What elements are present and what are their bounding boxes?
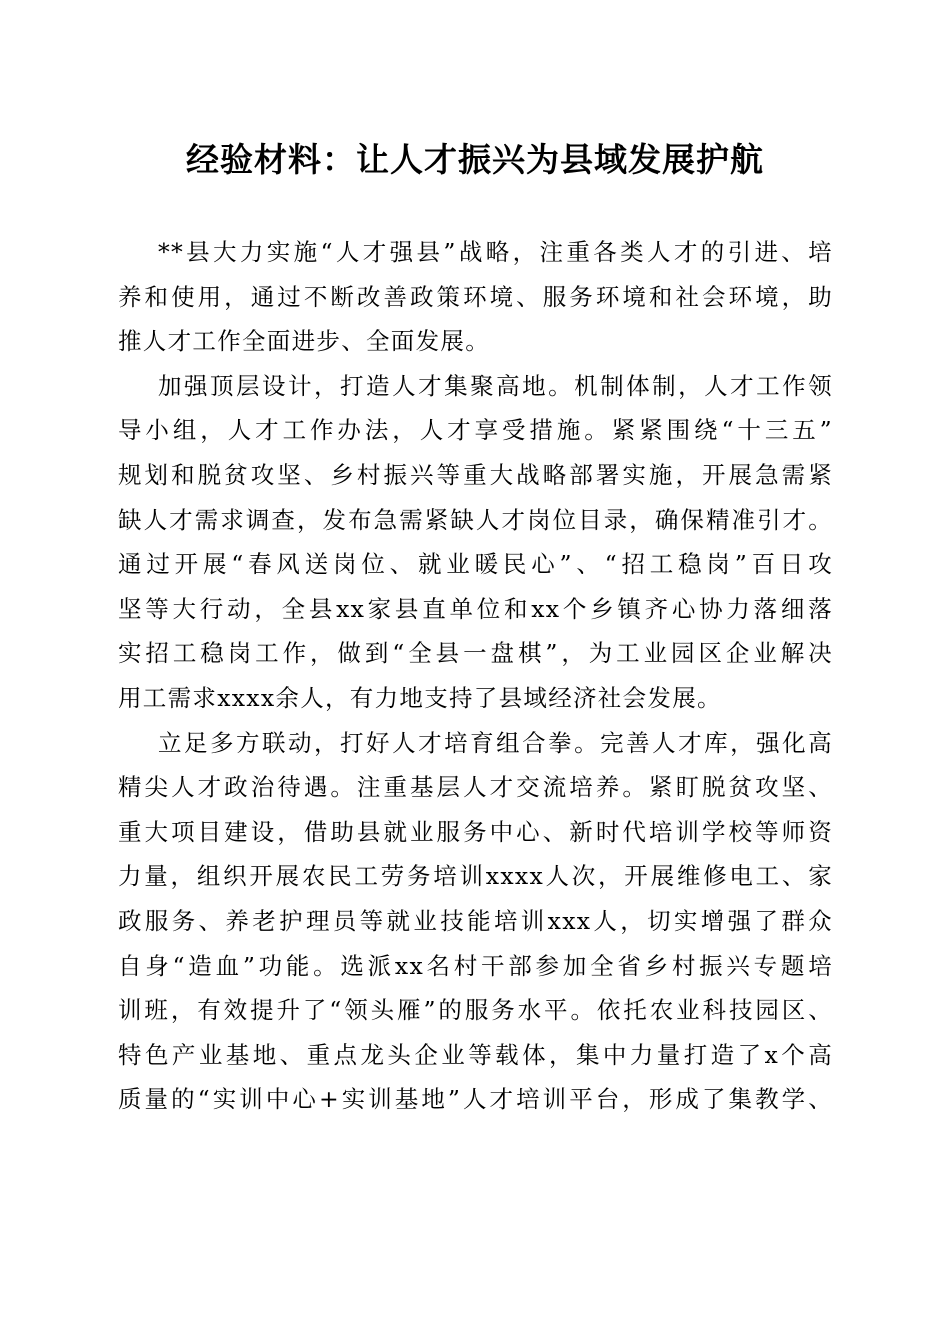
paragraph-line: 立足多方联动，打好人才培育组合拳。完善人才库，强化高 [158,728,833,757]
document-body [118,230,833,1122]
document-title: 经验材料：让人才振兴为县域发展护航 [186,140,764,179]
paragraph-line: 养和使用，通过不断改善政策环境、服务环境和社会环境，助 [118,282,833,311]
paragraph-line: 力量，组织开展农民工劳务培训xxxx人次，开展维修电工、家 [118,862,833,891]
paragraph-line: 特色产业基地、重点龙头企业等载体，集中力量打造了x个高 [118,1040,833,1069]
paragraph-line: 精尖人才政治待遇。注重基层人才交流培养。紧盯脱贫攻坚、 [118,773,833,802]
paragraph-line: 导小组，人才工作办法，人才享受措施。紧紧围绕“十三五” [118,416,833,445]
paragraph-line: **县大力实施“人才强县”战略，注重各类人才的引进、培 [158,238,833,266]
paragraph-line: 缺人才需求调查，发布急需紧缺人才岗位目录，确保精准引才。 [118,505,833,534]
paragraph-line: 政服务、养老护理员等就业技能培训xxx人，切实增强了群众 [118,906,833,935]
paragraph-line: 推人才工作全面进步、全面发展。 [118,327,490,356]
paragraph-line: 实招工稳岗工作，做到“全县一盘棋”，为工业园区企业解决 [118,639,833,668]
paragraph-line: 自身“造血”功能。选派xx名村干部参加全省乡村振兴专题培 [118,951,833,980]
paragraph-line: 规划和脱贫攻坚、乡村振兴等重大战略部署实施，开展急需紧 [118,460,833,489]
paragraph-line: 质量的“实训中心+实训基地”人才培训平台，形成了集教学、 [118,1085,833,1114]
paragraph-line: 加强顶层设计，打造人才集聚高地。机制体制，人才工作领 [158,371,833,400]
paragraph-line: 训班，有效提升了“领头雁”的服务水平。依托农业科技园区、 [118,996,833,1025]
paragraph-line: 通过开展“春风送岗位、就业暖民心”、“招工稳岗”百日攻 [118,550,833,579]
paragraph-line: 坚等大行动，全县xx家县直单位和xx个乡镇齐心协力落细落 [118,594,833,623]
paragraph-line: 重大项目建设，借助县就业服务中心、新时代培训学校等师资 [118,817,833,846]
paragraph-line: 用工需求xxxx余人，有力地支持了县域经济社会发展。 [118,683,722,712]
